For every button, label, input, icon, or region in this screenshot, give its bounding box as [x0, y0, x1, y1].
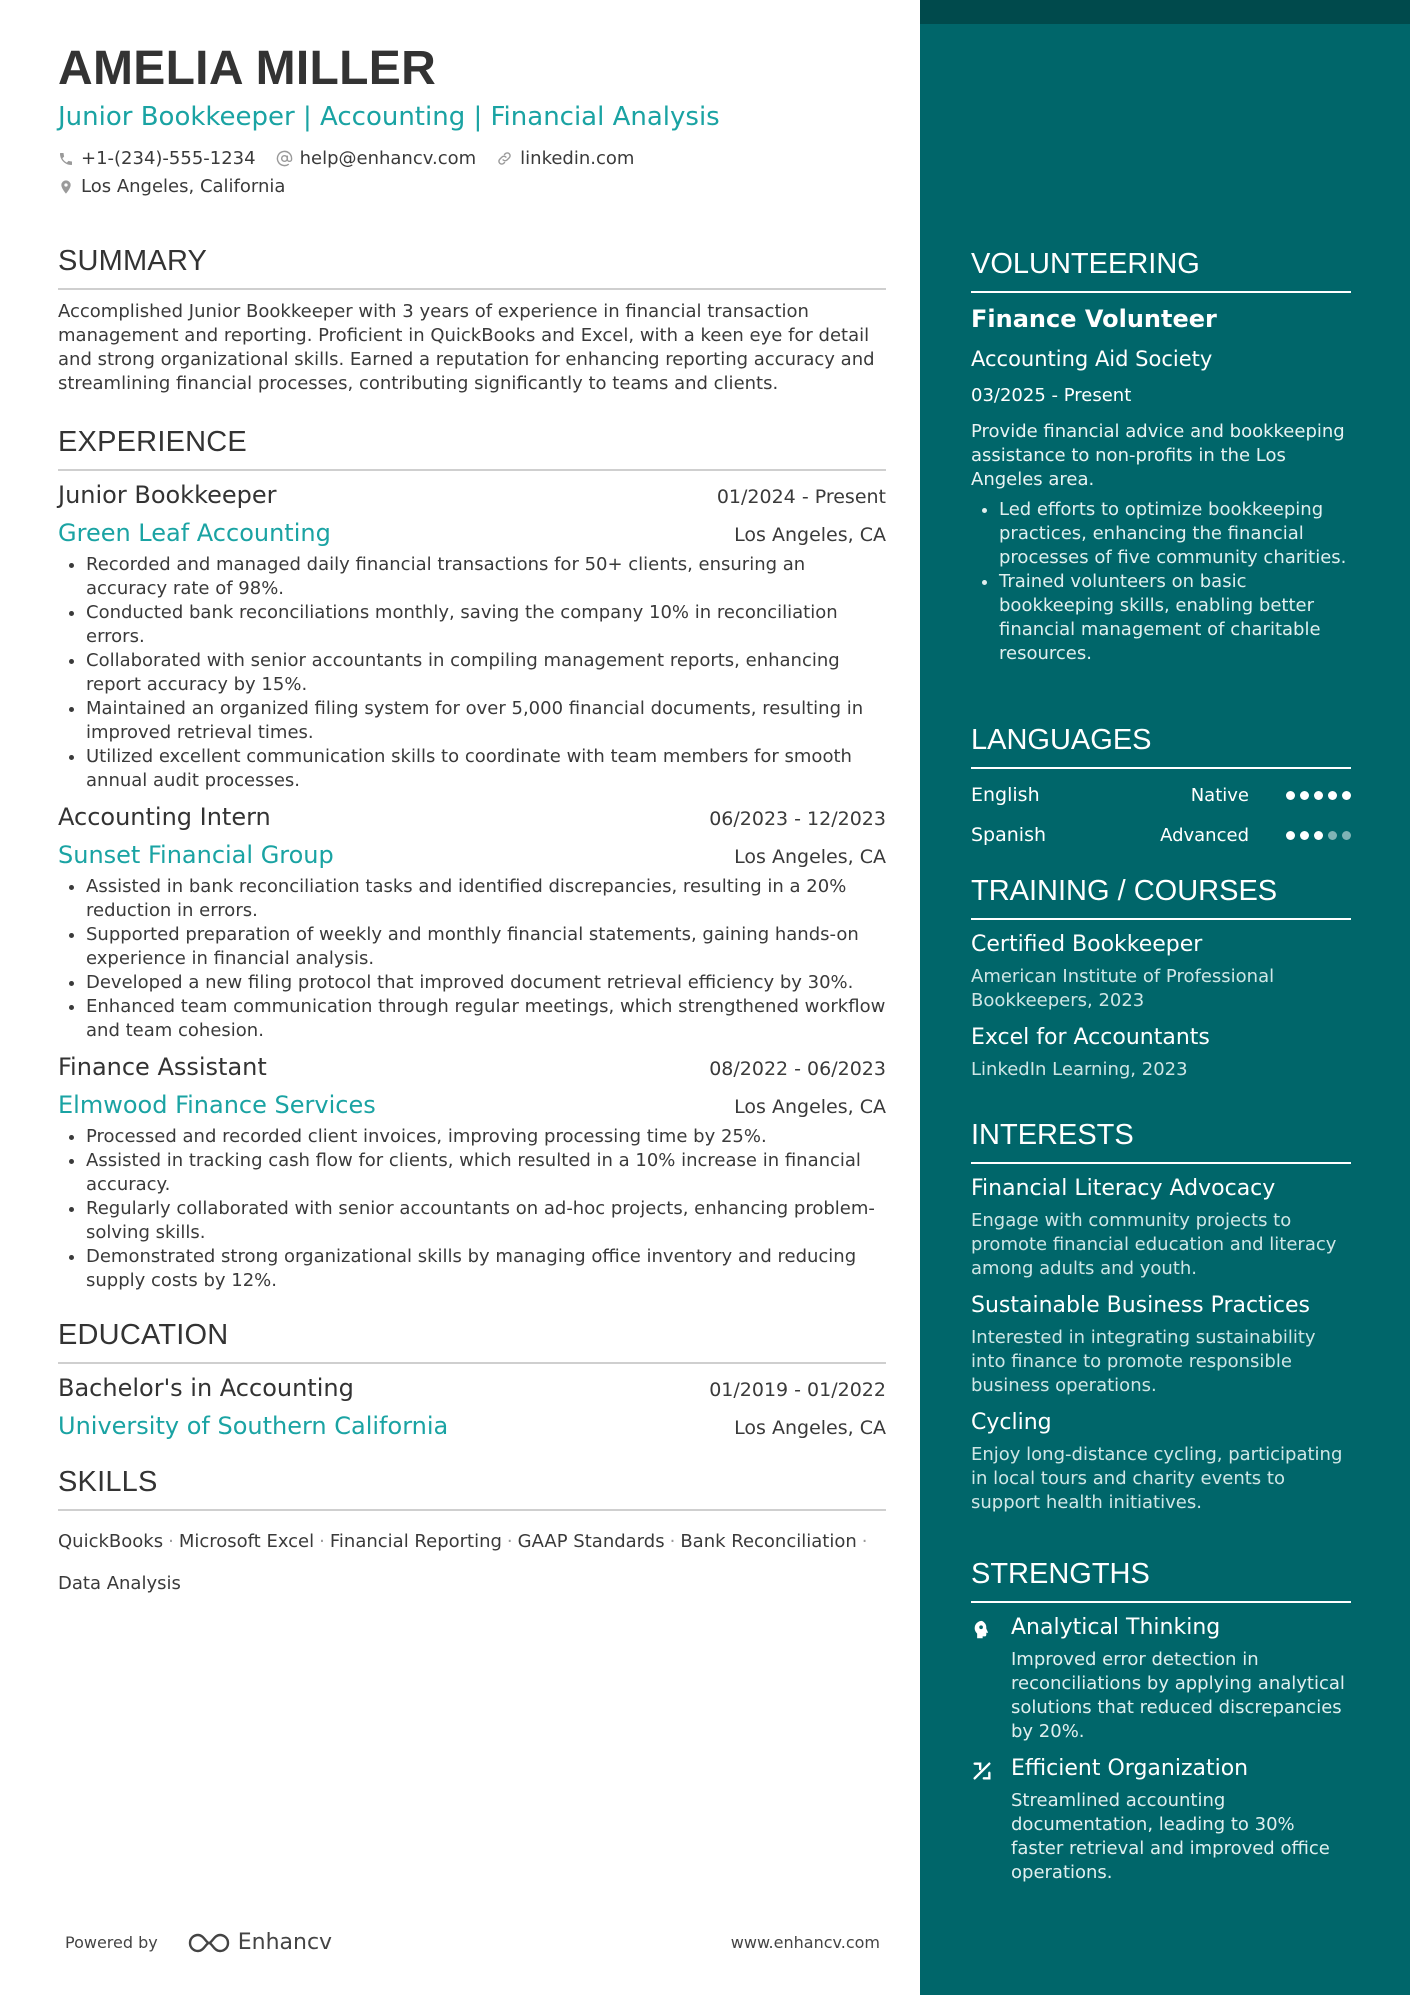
location-pin-icon	[58, 178, 74, 196]
strengths-section	[971, 1558, 1351, 1885]
job-bullets	[58, 553, 886, 793]
course-title: Certified Bookkeeper	[971, 932, 1203, 957]
experience-section	[58, 426, 886, 1293]
school-name: University of Southern California	[58, 1412, 449, 1441]
volunteer-dates: 03/2025 - Present	[971, 385, 1132, 406]
education-heading: EDUCATION	[58, 1319, 886, 1364]
education-dates: 01/2019 - 01/2022	[709, 1379, 886, 1402]
job-bullet: • Processed and recorded client invoices, improving processing time by 25%.	[86, 1125, 886, 1149]
job-dates: 08/2022 - 06/2023	[709, 1058, 886, 1081]
powered-by-label: Powered by	[65, 1933, 158, 1952]
skill-item: QuickBooks	[58, 1531, 164, 1553]
strength-item	[971, 1615, 1351, 1744]
experience-heading: EXPERIENCE	[58, 426, 886, 471]
sidebar-top-band	[920, 0, 1410, 24]
job-bullet: • Demonstrated strong organizational skills by managing office inventory and reducing supply costs by 12%.	[86, 1245, 886, 1293]
enhancv-logo[interactable]	[186, 1930, 332, 1955]
at-icon	[276, 150, 293, 167]
company-name: Elmwood Finance Services	[58, 1091, 376, 1120]
summary-text: Accomplished Junior Bookkeeper with 3 years of experience in financial transaction management and reporting. Proficient in QuickBooks and Excel, with a keen eye for detail and strong organizational skills. Earned a reputation for enhancing reporting accuracy and streamlining financial processes, contributing significantly to teams and clients.	[58, 301, 875, 395]
candidate-name: AMELIA MILLER	[58, 42, 437, 95]
skills-heading: SKILLS	[58, 1466, 886, 1511]
strength-description: Streamlined accounting documentation, leading to 30% faster retrieval and improved office operations.	[1011, 1790, 1330, 1883]
job-location: Los Angeles, CA	[734, 1096, 886, 1119]
language-rating	[1281, 831, 1351, 840]
language-row	[971, 821, 1351, 849]
footer	[65, 1930, 880, 1955]
rating-dot-filled	[1300, 791, 1309, 800]
course-detail: American Institute of Professional Bookkeepers, 2023	[971, 966, 1275, 1011]
job-bullet: • Assisted in tracking cash flow for clients, which resulted in a 10% increase in financial accuracy.	[86, 1149, 886, 1197]
job-bullet: • Enhanced team communication through regular meetings, which strengthened workflow and team cohesion.	[86, 995, 886, 1043]
job-bullets	[58, 875, 886, 1043]
job-dates: 01/2024 - Present	[716, 486, 886, 509]
company-name: Green Leaf Accounting	[58, 519, 331, 548]
enhancv-logo-icon	[186, 1931, 232, 1955]
strengths-heading: STRENGTHS	[971, 1558, 1351, 1603]
languages-section	[971, 724, 1351, 849]
volunteer-bullet: • Trained volunteers on basic bookkeeping skills, enabling better financial management of charitable resources.	[999, 570, 1351, 666]
rating-dot-filled	[1300, 831, 1309, 840]
volunteer-bullet: • Led efforts to optimize bookkeeping practices, enhancing the financial processes of five community charities.	[999, 498, 1351, 570]
volunteer-description: Provide financial advice and bookkeeping assistance to non-profits in the Los Angeles area.	[971, 421, 1345, 490]
skill-item: Bank Reconciliation	[680, 1531, 857, 1553]
email-text: help@enhancv.com	[299, 148, 477, 170]
job-location: Los Angeles, CA	[734, 846, 886, 869]
skills-list: QuickBooks · Microsoft Excel · Financial Reporting · GAAP Standards · Bank Reconciliation · Data Analysis	[58, 1531, 868, 1595]
volunteering-heading: VOLUNTEERING	[971, 248, 1351, 293]
rating-dot-empty	[1328, 831, 1337, 840]
organize-icon	[971, 1760, 993, 1782]
skill-item: Data Analysis	[58, 1573, 181, 1595]
strength-item	[971, 1756, 1351, 1885]
skill-item: GAAP Standards	[517, 1531, 665, 1553]
website-link[interactable]: www.enhancv.com	[730, 1933, 880, 1952]
job-bullet: • Recorded and managed daily financial transactions for 50+ clients, ensuring an accuracy rate of 98%.	[86, 553, 886, 601]
experience-entry	[58, 1053, 886, 1293]
language-name: English	[971, 784, 1040, 806]
course-title: Excel for Accountants	[971, 1025, 1210, 1050]
job-title: Finance Assistant	[58, 1053, 267, 1082]
interest-title: Cycling	[971, 1410, 1052, 1435]
summary-section	[58, 245, 886, 396]
experience-entry	[58, 481, 886, 793]
interest-title: Financial Literacy Advocacy	[971, 1176, 1276, 1201]
language-rating	[1281, 791, 1351, 800]
strength-description: Improved error detection in reconciliations by applying analytical solutions that reduced discrepancies by 20%.	[1011, 1649, 1345, 1742]
location-contact	[58, 176, 285, 197]
volunteer-org: Accounting Aid Society	[971, 347, 1213, 371]
languages-heading: LANGUAGES	[971, 724, 1351, 769]
interests-section	[971, 1119, 1351, 1515]
link-icon	[496, 150, 513, 167]
school-location: Los Angeles, CA	[734, 1417, 886, 1440]
contact-info	[58, 148, 886, 197]
strength-title: Analytical Thinking	[1011, 1615, 1221, 1640]
main-column	[58, 44, 886, 1605]
experience-entry	[58, 803, 886, 1043]
education-section	[58, 1319, 886, 1440]
rating-dot-filled	[1342, 791, 1351, 800]
language-row	[971, 781, 1351, 809]
job-bullet: • Maintained an organized filing system for over 5,000 financial documents, resulting in improved retrieval times.	[86, 697, 886, 745]
rating-dot-filled	[1314, 791, 1323, 800]
phone-text: +1-(234)-555-1234	[81, 148, 256, 170]
email-contact[interactable]	[276, 148, 477, 169]
location-text: Los Angeles, California	[81, 176, 286, 198]
job-dates: 06/2023 - 12/2023	[709, 808, 886, 831]
interest-description: Interested in integrating sustainability into finance to promote responsible business operations.	[971, 1327, 1316, 1396]
volunteering-section	[971, 248, 1351, 666]
job-location: Los Angeles, CA	[734, 524, 886, 547]
job-title: Accounting Intern	[58, 803, 271, 832]
strength-title: Efficient Organization	[1011, 1756, 1249, 1781]
language-name: Spanish	[971, 824, 1047, 846]
skills-section	[58, 1466, 886, 1605]
linkedin-text: linkedin.com	[520, 148, 635, 170]
rating-dot-filled	[1314, 831, 1323, 840]
linkedin-contact[interactable]	[496, 148, 634, 169]
skill-item: Microsoft Excel	[178, 1531, 315, 1553]
rating-dot-filled	[1328, 791, 1337, 800]
job-bullets	[58, 1125, 886, 1293]
brain-icon	[971, 1619, 993, 1641]
course-detail: LinkedIn Learning, 2023	[971, 1059, 1188, 1080]
interest-title: Sustainable Business Practices	[971, 1293, 1310, 1318]
job-bullet: • Developed a new filing protocol that improved document retrieval efficiency by 30%.	[86, 971, 886, 995]
company-name: Sunset Financial Group	[58, 841, 334, 870]
headline: Junior Bookkeeper | Accounting | Financial Analysis	[58, 102, 720, 133]
phone-icon	[58, 151, 74, 167]
job-bullet: • Supported preparation of weekly and monthly financial statements, gaining hands-on experience in financial analysis.	[86, 923, 886, 971]
skill-item: Financial Reporting	[329, 1531, 502, 1553]
language-level: Native	[1190, 784, 1249, 806]
rating-dot-filled	[1286, 791, 1295, 800]
job-bullet: • Collaborated with senior accountants in compiling management reports, enhancing report accuracy by 15%.	[86, 649, 886, 697]
degree-title: Bachelor's in Accounting	[58, 1374, 354, 1403]
rating-dot-empty	[1342, 831, 1351, 840]
summary-heading: SUMMARY	[58, 245, 886, 290]
training-section	[971, 875, 1351, 1082]
job-bullet: • Regularly collaborated with senior accountants on ad-hoc projects, enhancing problem-solving skills.	[86, 1197, 886, 1245]
job-bullet: • Utilized excellent communication skills to coordinate with team members for smooth annual audit processes.	[86, 745, 886, 793]
rating-dot-filled	[1286, 831, 1295, 840]
education-entry	[58, 1374, 886, 1440]
training-heading: TRAINING / COURSES	[971, 875, 1351, 920]
language-level: Advanced	[1160, 824, 1249, 846]
enhancv-logo-text: Enhancv	[237, 1930, 333, 1955]
interests-heading: INTERESTS	[971, 1119, 1351, 1164]
volunteer-role: Finance Volunteer	[971, 305, 1217, 333]
interest-description: Engage with community projects to promote financial education and literacy among adults and youth.	[971, 1210, 1337, 1279]
job-title: Junior Bookkeeper	[58, 481, 277, 510]
volunteer-bullets	[971, 498, 1351, 666]
job-bullet: • Assisted in bank reconciliation tasks and identified discrepancies, resulting in a 20% reduction in errors.	[86, 875, 886, 923]
phone-contact[interactable]	[58, 148, 256, 169]
interest-description: Enjoy long-distance cycling, participating in local tours and charity events to support health initiatives.	[971, 1444, 1343, 1513]
job-bullet: • Conducted bank reconciliations monthly, saving the company 10% in reconciliation errors.	[86, 601, 886, 649]
